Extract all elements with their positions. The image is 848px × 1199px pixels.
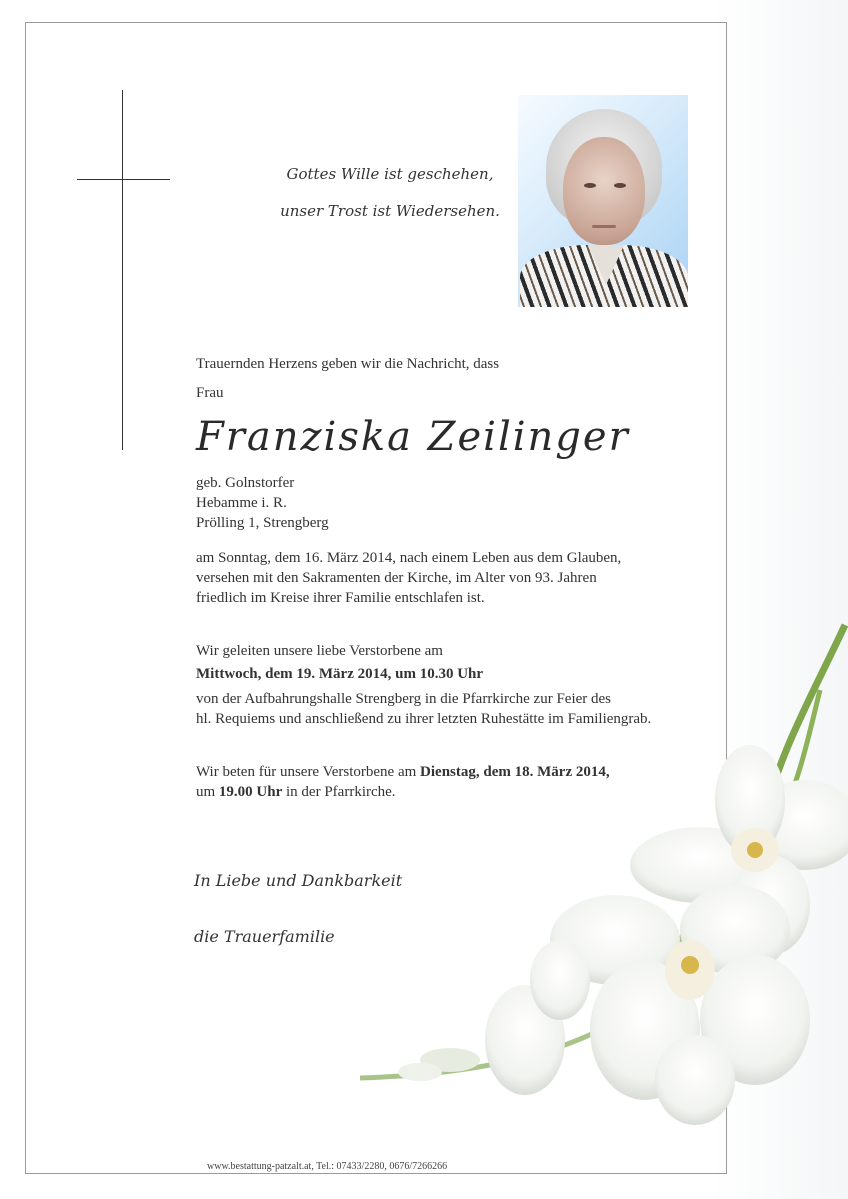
cross-icon — [122, 90, 123, 450]
portrait-photo — [518, 95, 688, 307]
motto-line-2: unser Trost ist Wiedersehen. — [280, 202, 500, 220]
intro-text: Trauernden Herzens geben wir die Nachricht, dass — [196, 356, 500, 372]
profession: Hebamme i. R. — [196, 495, 287, 511]
closing-line-1: In Liebe und Dankbarkeit — [194, 871, 403, 890]
death-notice-line: friedlich im Kreise ihrer Familie entschlafen ist. — [196, 590, 485, 606]
deceased-info — [196, 473, 329, 533]
orchid-flower-image — [340, 620, 848, 1199]
prayer-date: Dienstag, dem 18. März 2014, — [420, 764, 610, 780]
prayer-prefix: Wir beten für unsere Verstorbene am — [196, 764, 421, 780]
death-notice — [196, 548, 621, 608]
funeral-route-line: von der Aufbahrungshalle Strengberg in die Pfarrkirche zur Feier des — [196, 691, 612, 707]
funeral-date: Mittwoch, dem 19. März 2014, um 10.30 Uhr — [196, 666, 484, 682]
footer-contact: www.bestattung-patzalt.at, Tel.: 07433/2280, 0676/7266266 — [207, 1161, 448, 1172]
deceased-name: Franziska Zeilinger — [196, 414, 630, 460]
cross-icon-bar — [77, 179, 170, 180]
funeral-intro: Wir geleiten unsere liebe Verstorbene am — [196, 643, 443, 659]
prayer-line2-prefix: um — [196, 784, 219, 800]
address: Prölling 1, Strengberg — [196, 515, 329, 531]
motto — [270, 156, 510, 230]
closing-line-2: die Trauerfamilie — [194, 927, 335, 946]
death-notice-line: am Sonntag, dem 16. März 2014, nach einem Leben aus dem Glauben, — [196, 550, 622, 566]
maiden-name: geb. Golnstorfer — [196, 475, 295, 491]
prayer-time: 19.00 Uhr — [218, 784, 283, 800]
death-notice-line: versehen mit den Sakramenten der Kirche, im Alter von 93. Jahren — [196, 570, 597, 586]
salutation: Frau — [196, 385, 224, 401]
prayer-line2-suffix: in der Pfarrkirche. — [282, 784, 396, 800]
funeral-route-line: hl. Requiems und anschließend zu ihrer letzten Ruhestätte im Familiengrab. — [196, 711, 652, 727]
motto-line-1: Gottes Wille ist geschehen, — [286, 165, 494, 183]
